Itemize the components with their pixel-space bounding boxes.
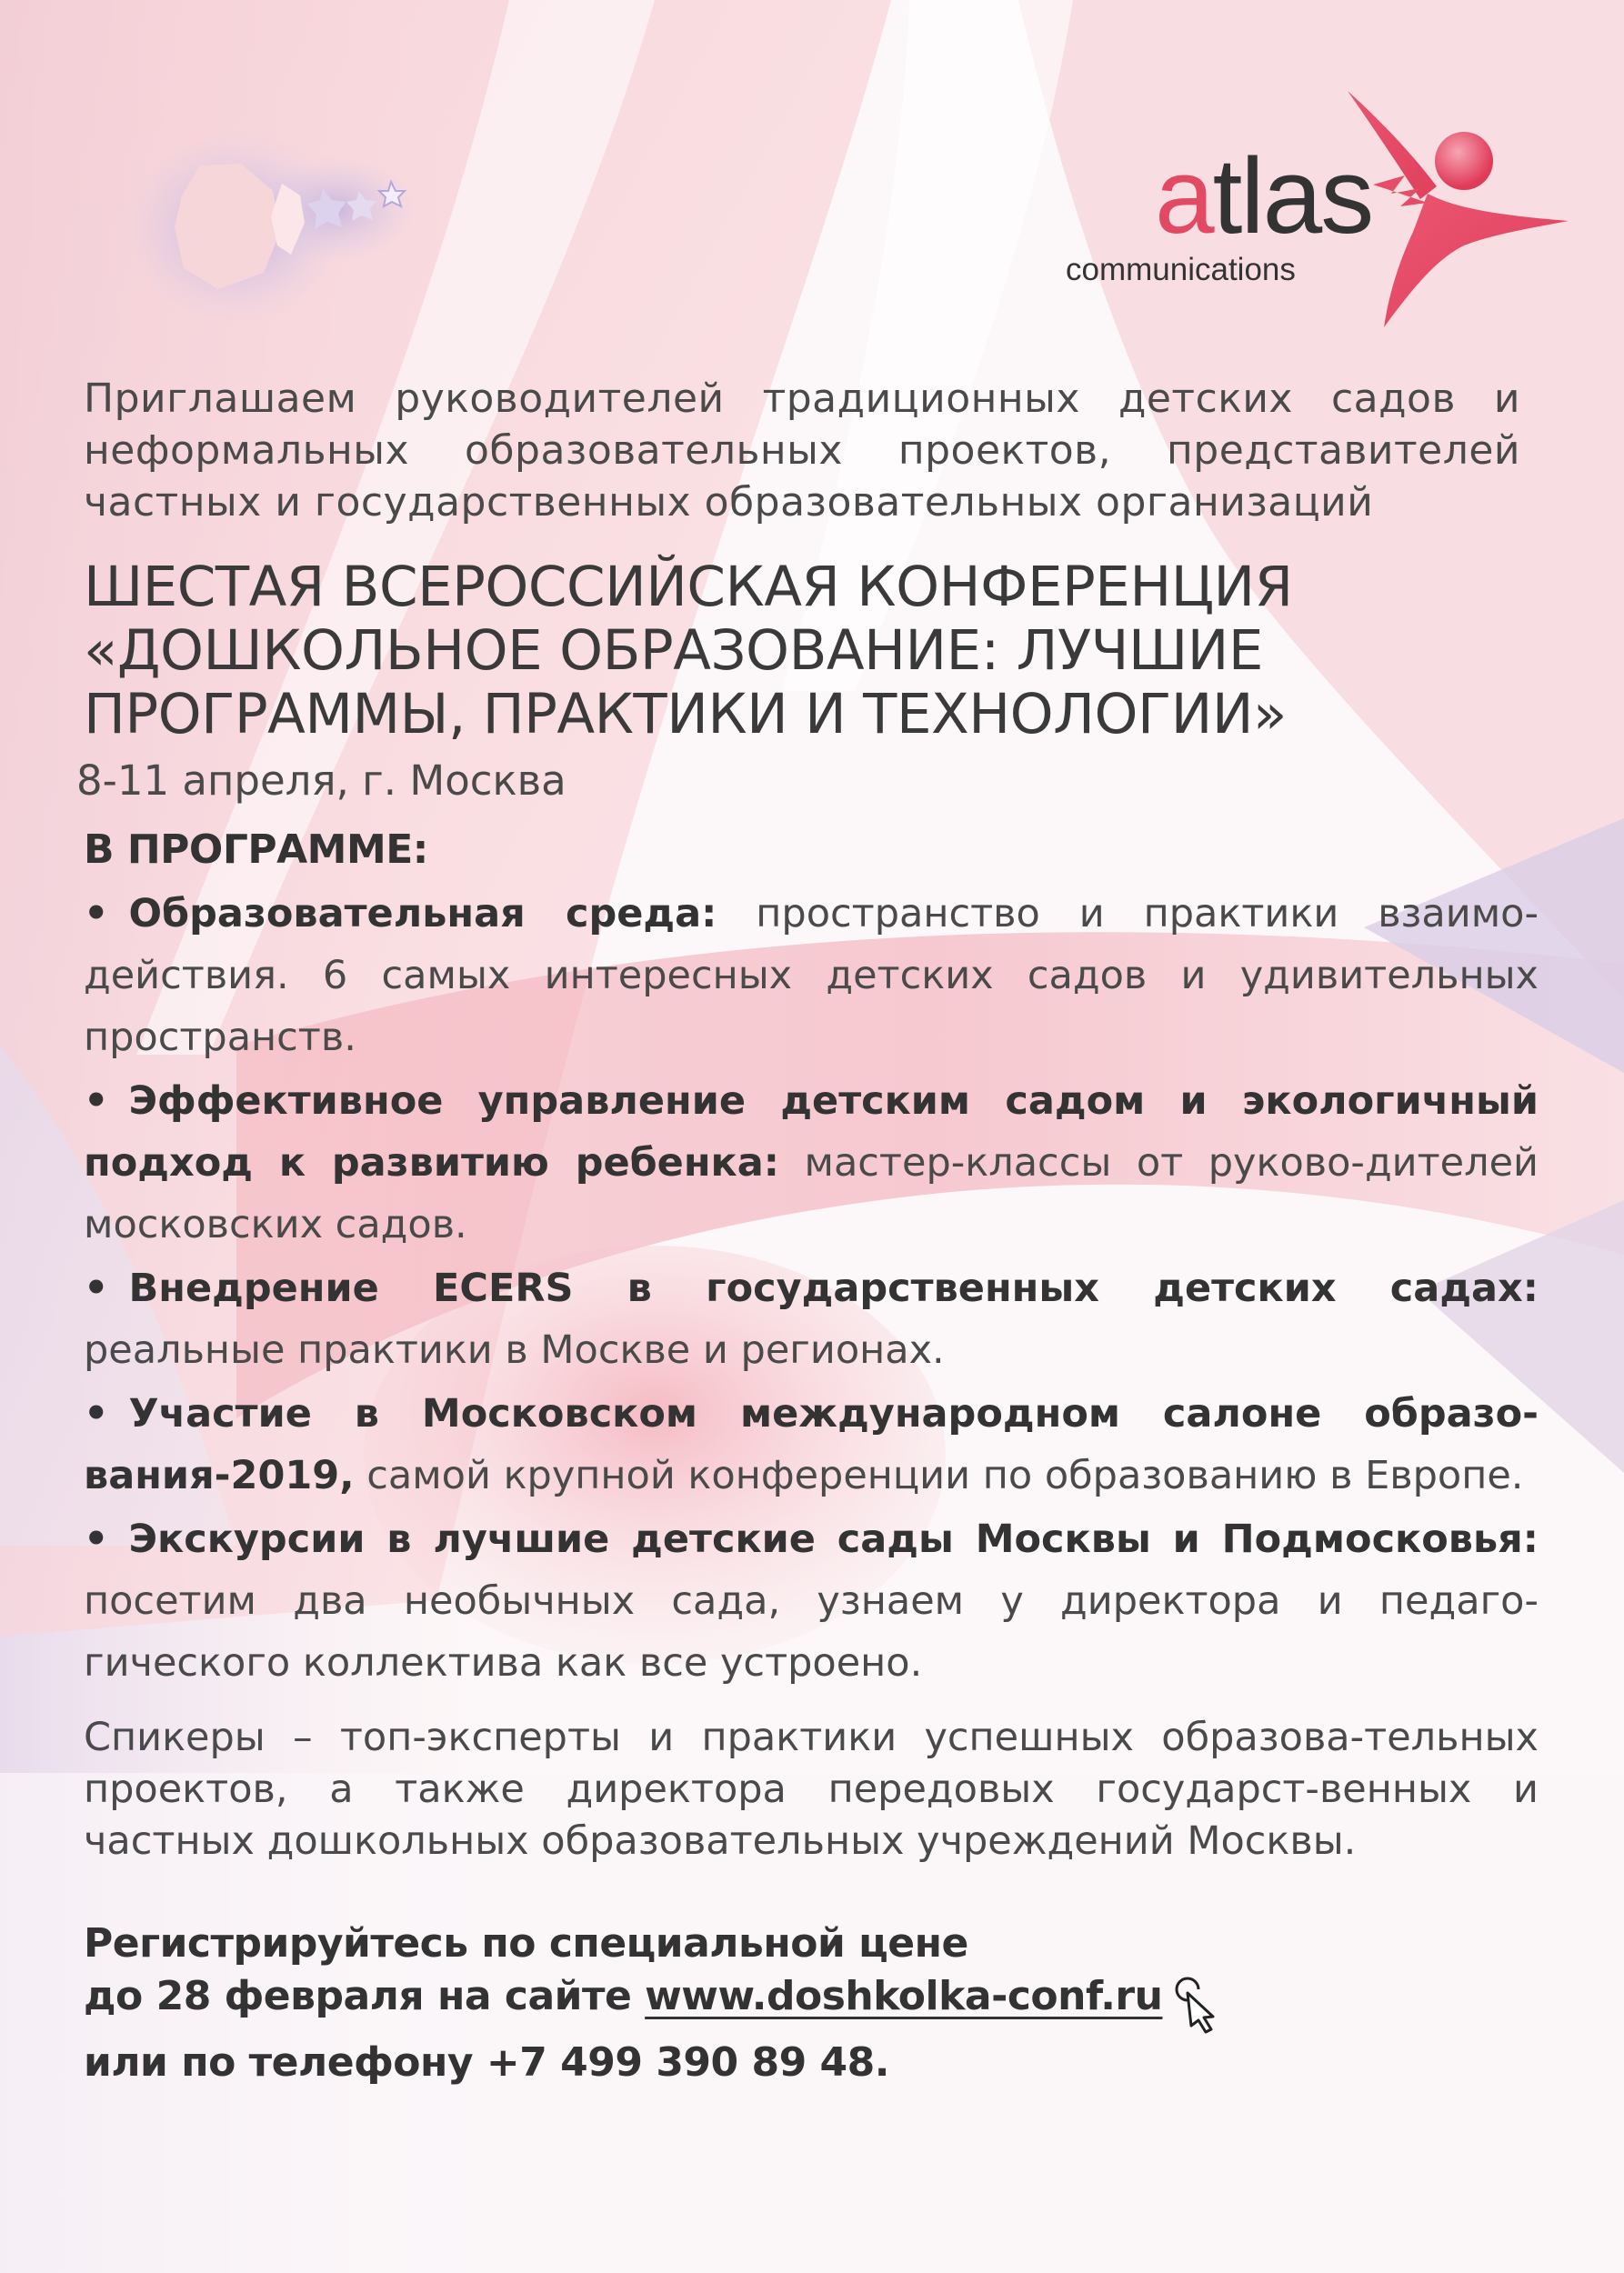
program-item-text: мастер-классы от руково-дителей московских садов. bbox=[84, 1140, 1539, 1247]
invitation-text: Приглашаем руководителей традиционных детских садов и неформальных образовательных проектов, представителей частных и государственных образовательных организаций bbox=[84, 375, 1520, 526]
speakers-text: Спикеры – топ-эксперты и практики успешных образова-тельных проектов, а также директора передовых государст-венных и частных дошкольных образовательных учреждений Москвы. bbox=[84, 1715, 1539, 1864]
program-item bbox=[84, 1257, 1539, 1381]
logo-subtitle: communications bbox=[1066, 252, 1296, 287]
title-line: «ДОШКОЛЬНОЕ ОБРАЗОВАНИЕ: ЛУЧШИЕ bbox=[84, 618, 1263, 683]
registration-cta bbox=[84, 1918, 1539, 2089]
cta-phone-line: или по телефону +7 499 390 89 48. bbox=[84, 2039, 889, 2086]
bullet-icon: • bbox=[84, 891, 109, 936]
cta-line: Регистрируйтесь по специальной цене bbox=[84, 1920, 968, 1967]
program-item-text: реальные практики в Москве и регионах. bbox=[84, 1327, 945, 1373]
program-item-text: посетим два необычных сада, узнаем у директора и педаго-гического коллектива как все устроено. bbox=[84, 1578, 1539, 1686]
star-trail-icon bbox=[127, 109, 436, 327]
program-item bbox=[84, 883, 1539, 1068]
bullet-icon: • bbox=[84, 1078, 109, 1124]
bullet-icon: • bbox=[84, 1517, 109, 1562]
logo-wordmark: atlas bbox=[1155, 136, 1373, 256]
program-item-title: Внедрение ECERS в государственных детских садах: bbox=[128, 1266, 1539, 1311]
program-item-title: Эффективное управление детским садом и экологичный подход к развитию ребенка: bbox=[84, 1078, 1539, 1186]
program-item-title: Экскурсии в лучшие детские сады Москвы и Подмосковья: bbox=[128, 1517, 1539, 1562]
program-item-text: пространство и практики взаимо-действия. 6 самых интересных детских садов и удивительных пространств. bbox=[84, 891, 1539, 1060]
event-date-location: 8-11 апреля, г. Москва bbox=[76, 756, 566, 805]
program-item bbox=[84, 1383, 1539, 1507]
title-line: ШЕСТАЯ ВСЕРОССИЙСКАЯ КОНФЕРЕНЦИЯ bbox=[84, 555, 1293, 619]
program-item-title: Участие в Московском международном салоне образо-вания-2019, bbox=[84, 1391, 1539, 1498]
program-item-text: самой крупной конференции по образованию в Европе. bbox=[354, 1453, 1524, 1498]
program-item bbox=[84, 1508, 1539, 1694]
website-link[interactable]: www.doshkolka-conf.ru bbox=[645, 1973, 1163, 2019]
atlas-communications-logo bbox=[1055, 86, 1582, 332]
bullet-icon: • bbox=[84, 1266, 109, 1311]
conference-title bbox=[84, 556, 1539, 746]
click-cursor-icon bbox=[1168, 1973, 1231, 2037]
cta-line: до 28 февраля на сайте www.doshkolka-conf.ru bbox=[84, 1970, 1539, 2037]
program-list bbox=[84, 883, 1539, 1694]
flyer-content bbox=[76, 373, 1539, 2089]
program-item bbox=[84, 1070, 1539, 1256]
program-heading: В ПРОГРАММЕ: bbox=[84, 826, 428, 873]
program-item-title: Образовательная среда: bbox=[128, 891, 717, 936]
bullet-icon: • bbox=[84, 1391, 109, 1437]
title-line: ПРОГРАММЫ, ПРАКТИКИ И ТЕХНОЛОГИИ» bbox=[84, 682, 1287, 746]
winged-figure-icon bbox=[1337, 86, 1582, 332]
